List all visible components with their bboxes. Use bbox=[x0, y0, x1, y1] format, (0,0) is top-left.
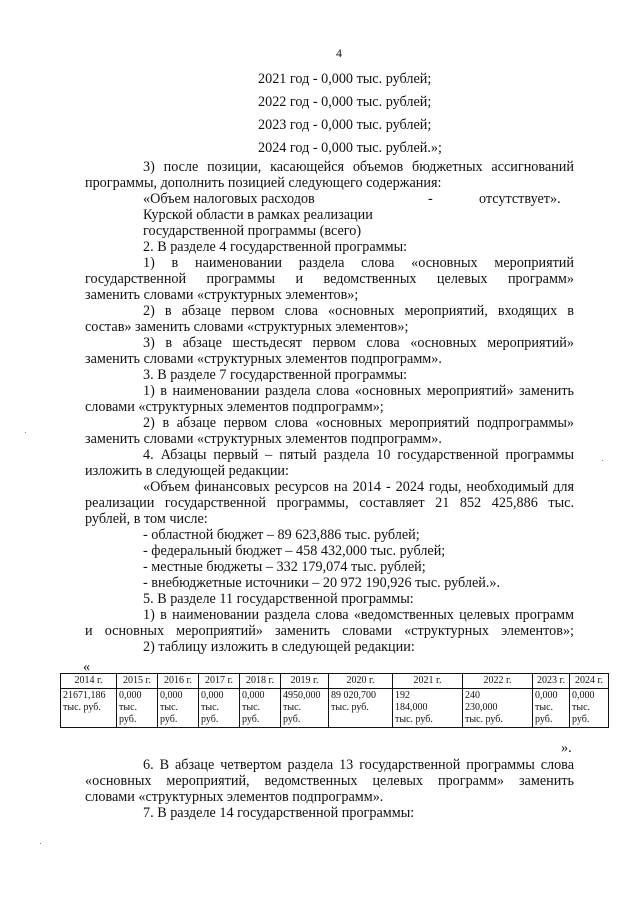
sec7-p1-line1: 1) в наименовании раздела слова «основных мероприятий» заменить bbox=[143, 383, 574, 399]
table-header-cell: 2014 г. bbox=[61, 674, 117, 689]
table-cell-line: тыс. bbox=[572, 702, 591, 713]
sec10-quote-line3: рублей, в том числе: bbox=[85, 511, 208, 527]
budget-year-2021: 2021 год - 0,000 тыс. рублей; bbox=[258, 71, 432, 87]
table-cell-line: руб. bbox=[572, 714, 590, 725]
sec4-heading: 2. В разделе 4 государственной программы: bbox=[143, 239, 408, 255]
sec13-line2: «основных мероприятий, ведомственных целевых программ» заменить bbox=[85, 773, 574, 789]
table-header-cell: 2017 г. bbox=[199, 674, 240, 689]
table-cell bbox=[117, 689, 158, 728]
table-header-cell: 2024 г. bbox=[570, 674, 609, 689]
table-cell-line: 4950,000 bbox=[283, 690, 321, 701]
table-cell-line: 0,000 bbox=[242, 690, 265, 701]
sec10-bullet-local: - местные бюджеты – 332 179,074 тыс. рублей; bbox=[143, 559, 426, 575]
sec4-p1-line3: заменить словами «структурных элементов»; bbox=[85, 287, 359, 303]
table-cell bbox=[533, 689, 570, 728]
table-cell-line: тыс. руб. bbox=[395, 714, 433, 725]
table-cell-line: 89 020,700 bbox=[331, 690, 376, 701]
item3-line2: программы, дополнить позицией следующего содержания: bbox=[85, 175, 442, 191]
scan-speck bbox=[40, 843, 41, 844]
table-cell-line: 0,000 bbox=[201, 690, 224, 701]
table-cell-line: 0,000 bbox=[119, 690, 142, 701]
scan-speck bbox=[25, 432, 26, 433]
sec4-p3-line2: заменить словами «структурных элементов подпрограмм». bbox=[85, 351, 442, 367]
table-cell bbox=[281, 689, 329, 728]
table-cell bbox=[463, 689, 533, 728]
sec4-p2-line1: 2) в абзаце первом слова «основных мероприятий, входящих в bbox=[143, 303, 574, 319]
table-header-row bbox=[61, 674, 609, 689]
sec11-p1-line2: и основных мероприятий» заменить словами «структурных элементов»; bbox=[85, 623, 574, 639]
table-cell-line: тыс. руб. bbox=[63, 702, 101, 713]
sec10-heading-line2: изложить в следующей редакции: bbox=[85, 463, 289, 479]
table-header-cell: 2016 г. bbox=[158, 674, 199, 689]
table-cell bbox=[570, 689, 609, 728]
table-cell-line: тыс. bbox=[535, 702, 554, 713]
budget-year-2023: 2023 год - 0,000 тыс. рублей; bbox=[258, 117, 432, 133]
sec7-heading: 3. В разделе 7 государственной программы: bbox=[143, 367, 408, 383]
tax-position-dash: - bbox=[428, 191, 433, 207]
table-cell-line: тыс. bbox=[283, 702, 302, 713]
table-cell-line: 0,000 bbox=[160, 690, 183, 701]
table-cell-line: тыс. bbox=[201, 702, 220, 713]
tax-position-label-line2: Курской области в рамках реализации bbox=[143, 207, 373, 223]
funding-table bbox=[60, 673, 609, 728]
table-cell-line: 21671,186 bbox=[63, 690, 106, 701]
sec11-p2: 2) таблицу изложить в следующей редакции: bbox=[143, 639, 415, 655]
table-cell-line: руб. bbox=[201, 714, 219, 725]
table-cell bbox=[158, 689, 199, 728]
table-cell-line: 192 bbox=[395, 690, 410, 701]
item3-line1: 3) после позиции, касающейся объемов бюджетных ассигнований bbox=[143, 159, 574, 175]
table-cell-line: руб. bbox=[535, 714, 553, 725]
table-cell bbox=[329, 689, 393, 728]
table-cell bbox=[240, 689, 281, 728]
sec10-bullet-regional: - областной бюджет – 89 623,886 тыс. рублей; bbox=[143, 527, 420, 543]
table-open-quote: « bbox=[83, 659, 91, 675]
table-cell bbox=[199, 689, 240, 728]
table-cell-line: руб. bbox=[160, 714, 178, 725]
table-row bbox=[61, 689, 609, 728]
sec4-p3-line1: 3) в абзаце шестьдесят первом слова «основных мероприятий» bbox=[143, 335, 574, 351]
sec4-p1-line2: государственной программы и ведомственных целевых программ» bbox=[85, 271, 574, 287]
sec10-quote-line2: реализации государственной программы, составляет 21 852 425,886 тыс. bbox=[85, 495, 574, 511]
tax-position-label-line3: государственной программы (всего) bbox=[143, 223, 362, 239]
sec14-heading: 7. В разделе 14 государственной программы: bbox=[143, 805, 415, 821]
sec10-bullet-extrabudget: - внебюджетные источники – 20 972 190,926 тыс. рублей.». bbox=[143, 575, 501, 591]
table-cell-line: 184,000 bbox=[395, 702, 428, 713]
table-cell-line: 240 bbox=[465, 690, 480, 701]
sec4-p1-line1: 1) в наименовании раздела слова «основных мероприятий bbox=[143, 255, 574, 271]
table-cell-line: тыс. bbox=[160, 702, 179, 713]
sec11-p1-line1: 1) в наименовании раздела слова «ведомственных целевых программ bbox=[143, 607, 574, 623]
table-cell-line: тыс. bbox=[119, 702, 138, 713]
table-cell-line: 0,000 bbox=[572, 690, 595, 701]
table-header-cell: 2022 г. bbox=[463, 674, 533, 689]
budget-year-2024: 2024 год - 0,000 тыс. рублей.»; bbox=[258, 140, 442, 156]
table-cell-line: руб. bbox=[242, 714, 260, 725]
table-header-cell: 2019 г. bbox=[281, 674, 329, 689]
tax-position-value: отсутствует». bbox=[479, 191, 561, 207]
sec10-quote-line1: «Объем финансовых ресурсов на 2014 - 2024 годы, необходимый для bbox=[143, 479, 574, 495]
table-header-cell: 2015 г. bbox=[117, 674, 158, 689]
table-cell-line: руб. bbox=[119, 714, 137, 725]
table-header-cell: 2021 г. bbox=[393, 674, 463, 689]
table-header-cell: 2020 г. bbox=[329, 674, 393, 689]
sec13-line3: словами «структурных элементов подпрограмм». bbox=[85, 789, 384, 805]
sec4-p2-line2: состав» заменить словами «структурных элементов»; bbox=[85, 319, 409, 335]
page-number: 4 bbox=[336, 46, 342, 60]
sec10-heading-line1: 4. Абзацы первый – пятый раздела 10 государственной программы bbox=[143, 447, 574, 463]
table-cell-line: руб. bbox=[283, 714, 301, 725]
scan-speck bbox=[602, 460, 603, 461]
table-cell-line: тыс. руб. bbox=[465, 714, 503, 725]
table-cell bbox=[61, 689, 117, 728]
sec7-p2-line2: заменить словами «структурных элементов подпрограмм». bbox=[85, 431, 442, 447]
budget-year-2022: 2022 год - 0,000 тыс. рублей; bbox=[258, 94, 432, 110]
tax-position-label-line1: «Объем налоговых расходов bbox=[143, 191, 315, 207]
table-cell-line: тыс. bbox=[242, 702, 261, 713]
table-header-cell: 2018 г. bbox=[240, 674, 281, 689]
sec7-p1-line2: словами «структурных элементов подпрограмм»; bbox=[85, 399, 384, 415]
sec13-line1: 6. В абзаце четвертом раздела 13 государственной программы слова bbox=[143, 757, 574, 773]
table-cell-line: тыс. руб. bbox=[331, 702, 369, 713]
table-header-cell: 2023 г. bbox=[533, 674, 570, 689]
table-close-quote: ». bbox=[561, 740, 572, 756]
sec10-bullet-federal: - федеральный бюджет – 458 432,000 тыс. рублей; bbox=[143, 543, 446, 559]
table-cell-line: 230,000 bbox=[465, 702, 498, 713]
table-cell bbox=[393, 689, 463, 728]
table-cell-line: 0,000 bbox=[535, 690, 558, 701]
sec11-heading: 5. В разделе 11 государственной программы: bbox=[143, 591, 414, 607]
sec7-p2-line1: 2) в абзаце первом слова «основных мероприятий подпрограммы» bbox=[143, 415, 574, 431]
